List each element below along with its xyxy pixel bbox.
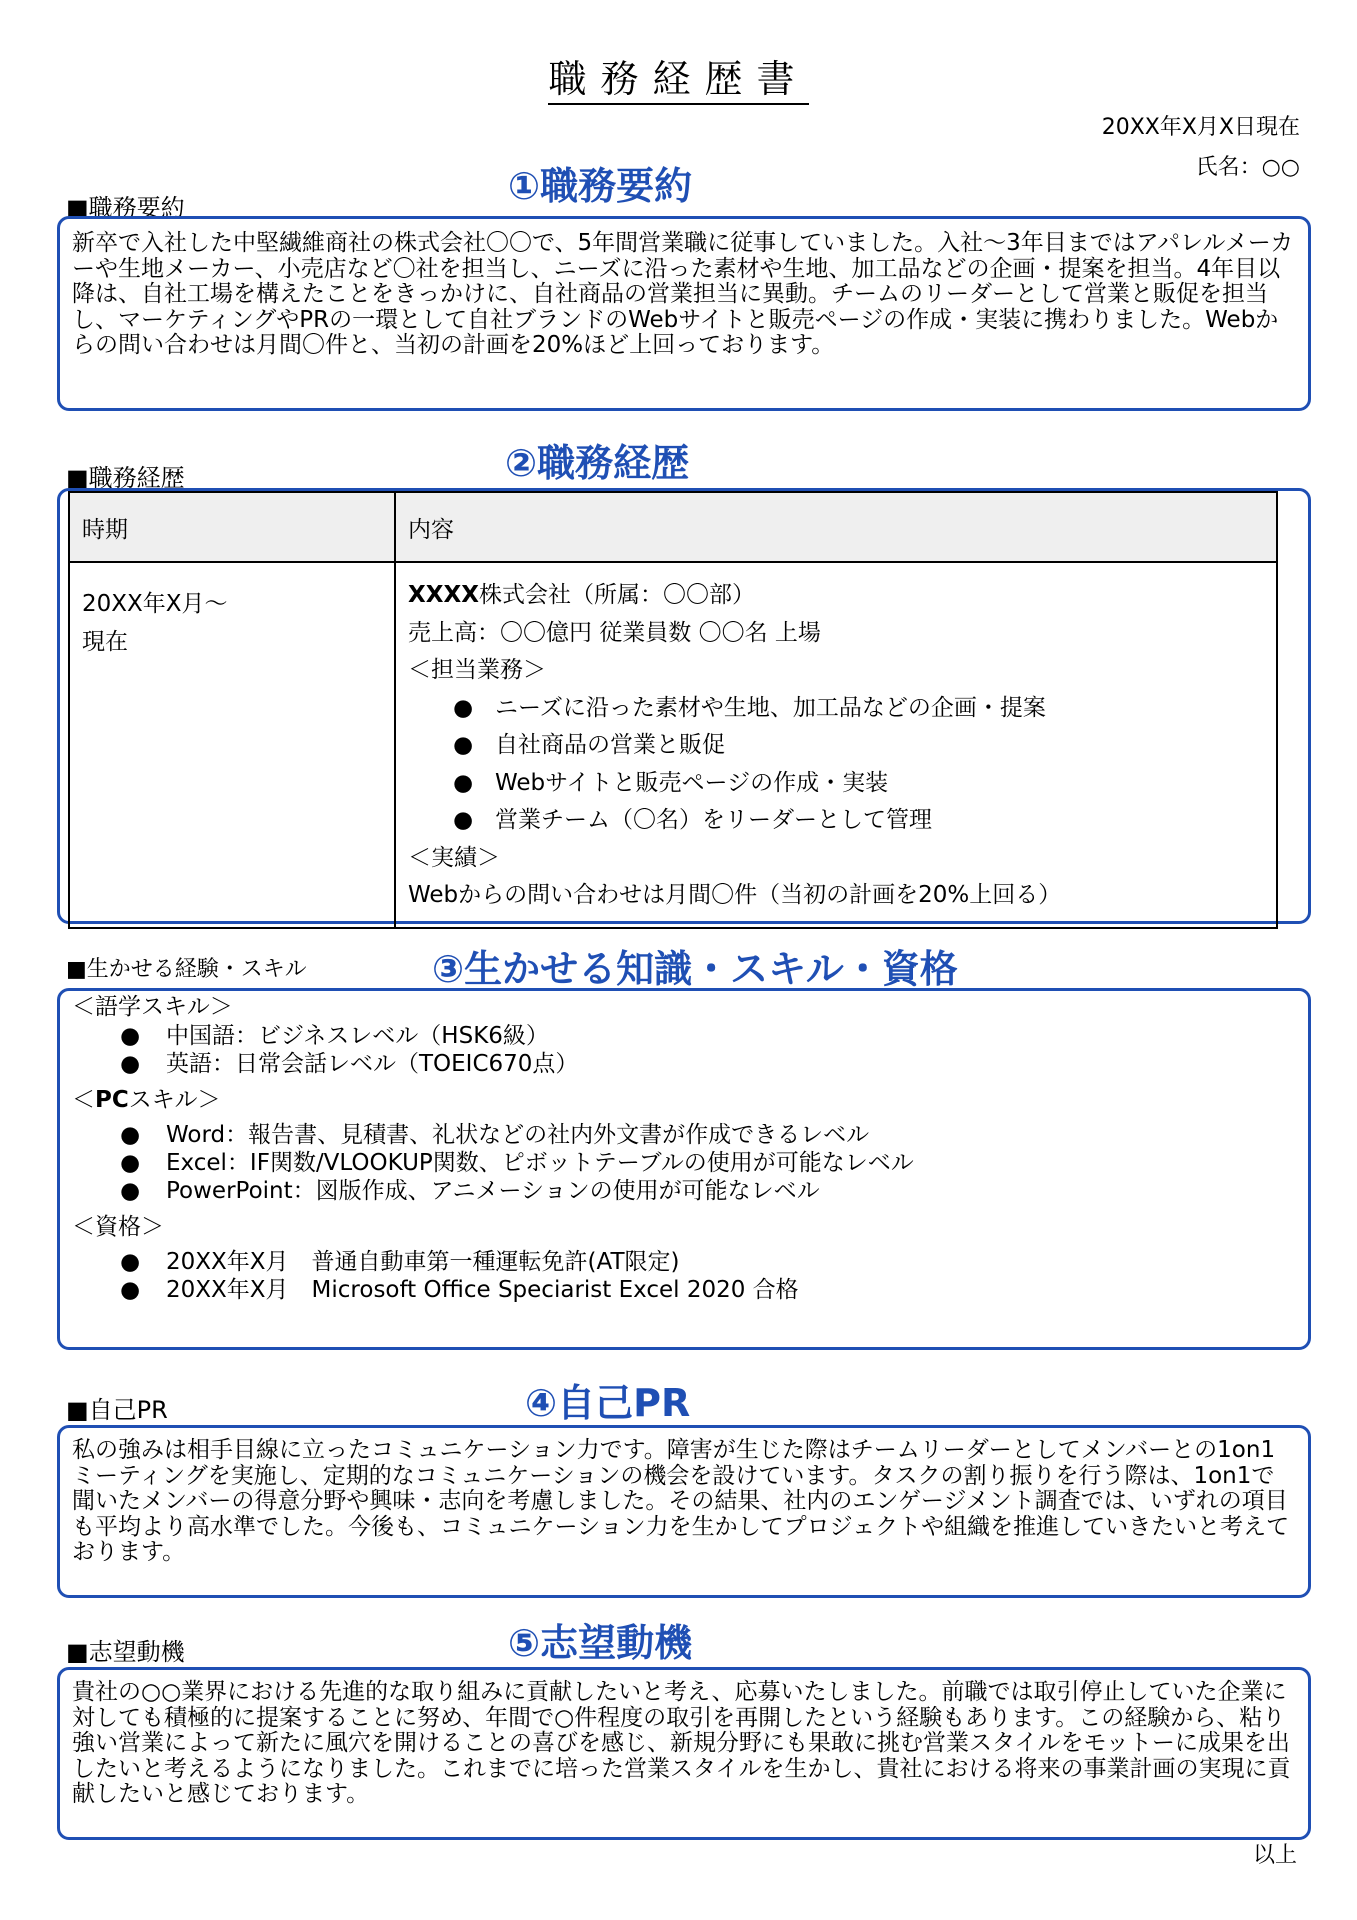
bullet-icon: ● — [453, 769, 474, 796]
company-name-rest: 株式会社（所属：〇〇部） — [478, 582, 755, 608]
bullet-icon: ● — [120, 1178, 141, 1204]
language-label: ＜語学スキル＞ — [72, 994, 233, 1020]
history-table — [68, 491, 1278, 929]
company-name-bold: XXXX — [408, 582, 479, 608]
duty-text: Webサイトと販売ページの作成・実装 — [495, 769, 889, 796]
bullet-icon: ● — [120, 1277, 141, 1303]
list-item — [408, 802, 1264, 840]
list-item — [408, 727, 1264, 765]
results-text: Webからの問い合わせは月間〇件（当初の計画を20%上回る） — [408, 882, 1062, 908]
annotation-history: ②職務経歴 — [505, 441, 690, 485]
language-text: 英語：日常会話レベル（TOEIC670点） — [166, 1051, 579, 1077]
annotation-pr: ④自己PR — [525, 1381, 691, 1425]
bullet-icon: ● — [453, 807, 474, 833]
list-item — [408, 765, 1264, 803]
company-line — [408, 577, 1264, 615]
heading-motivation: ■志望動機 — [66, 1638, 185, 1666]
pc-label-bold: PC — [95, 1087, 129, 1113]
skills-content — [60, 991, 1308, 1306]
col-content-header: 内容 — [395, 492, 1277, 562]
bullet-icon: ● — [453, 732, 474, 758]
bullet-icon: ● — [120, 1023, 141, 1049]
motivation-text: 貴社の○○業界における先進的な取り組みに貢献したいと考え、応募いたしました。前職では取引停止していた企業に対しても積極的に提案することに努め、年間で○件程度の取引を再開したという経験もあります。この経験から、粘り強い営業によって新たに風穴を開けることの喜びを感じ、新規分野にも果敢に挑む営業スタイルをモットーに成果を出したいと考えるようになりました。これまでに培った営業スタイルを生かし、貴社における将来の事業計画の実現に貢献したいと感じております。 — [72, 1679, 1291, 1807]
heading-skills: ■生かせる経験・スキル — [66, 957, 307, 982]
bullet-icon: ● — [120, 1051, 141, 1077]
list-item — [72, 1022, 1296, 1050]
cert-text: 20XX年X月 普通自動車第一種運転免許(AT限定) — [166, 1249, 680, 1275]
bullet-icon: ● — [120, 1122, 141, 1148]
period-start: 20XX年X月～ — [82, 591, 228, 617]
summary-text: 新卒で入社した中堅繊維商社の株式会社〇〇で、5年間営業職に従事していました。入社～3年目まではアパレルメーカーや生地メーカー、小売店など〇社を担当し、ニーズに沿った素材や生地、加工品などの企画・提案を担当。4年目以降は、自社工場を構えたことをきっかけに、自社商品の営業担当に異動。チームのリーダーとして営業と販促を担当し、マーケティングやPRの一環として自社ブランドのWebサイトと販売ページの作成・実装に携わりました。Webからの問い合わせは月間〇件と、当初の計画を20%ほど上回っております。 — [72, 230, 1294, 358]
list-item — [72, 1276, 1296, 1304]
duty-text: ニーズに沿った素材や生地、加工品などの企画・提案 — [495, 694, 1046, 721]
annotation-motivation: ⑤志望動機 — [508, 1621, 693, 1665]
duties-label: ＜担当業務＞ — [408, 657, 546, 683]
pc-skill-text: Word：報告書、見積書、礼状などの社内外文書が作成できるレベル — [166, 1122, 870, 1148]
pr-box — [57, 1425, 1311, 1598]
list-item — [72, 1149, 1296, 1177]
list-item — [72, 1050, 1296, 1078]
cert-text: 20XX年X月 Microsoft Office Speciarist Excel 2020 合格 — [166, 1277, 799, 1303]
period-cell — [69, 562, 395, 928]
list-item — [72, 1248, 1296, 1276]
language-text: 中国語：ビジネスレベル（HSK6級） — [166, 1023, 549, 1049]
duty-text: 営業チーム（〇名）をリーダーとして管理 — [495, 807, 932, 833]
list-item — [408, 690, 1264, 728]
bullet-icon: ● — [453, 694, 474, 721]
col-period-header: 時期 — [69, 492, 395, 562]
history-row — [69, 562, 1277, 928]
closing-mark: 以上 — [1252, 1843, 1297, 1868]
motivation-box — [57, 1667, 1311, 1840]
heading-summary: ■職務要約 — [66, 194, 185, 222]
heading-history: ■職務経歴 — [66, 464, 185, 492]
annotation-skills: ③生かせる知識・スキル・資格 — [432, 947, 958, 991]
content-cell — [395, 562, 1277, 928]
duty-text: 自社商品の営業と販促 — [495, 732, 725, 758]
summary-box — [57, 216, 1311, 411]
period-end: 現在 — [82, 629, 128, 655]
heading-pr: ■自己PR — [66, 1396, 168, 1424]
list-item — [72, 1121, 1296, 1149]
pc-skill-text: PowerPoint：図版作成、アニメーションの使用が可能なレベル — [166, 1178, 820, 1204]
document-title: 職務経歴書 — [0, 48, 1357, 103]
results-label: ＜実績＞ — [408, 844, 500, 871]
cert-label: ＜資格＞ — [72, 1214, 164, 1240]
pc-label-rest: スキル＞ — [128, 1087, 221, 1113]
pc-skill-text: Excel：IF関数/VLOOKUP関数、ピボットテーブルの使用が可能なレベル — [166, 1150, 914, 1176]
skills-box — [57, 988, 1311, 1350]
list-item — [72, 1177, 1296, 1205]
pc-label-open: ＜ — [72, 1087, 95, 1113]
bullet-icon: ● — [120, 1150, 141, 1176]
company-stats: 売上高：〇〇億円 従業員数 〇〇名 上場 — [408, 619, 821, 646]
pr-text: 私の強みは相手目線に立ったコミュニケーション力です。障害が生じた際はチームリーダーとしてメンバーとの1on1ミーティングを実施し、定期的なコミュニケーションの機会を設けています。タスクの割り振りを行う際は、1on1で聞いたメンバーの得意分野や興味・志向を考慮しました。その結果、社内のエンゲージメント調査では、いずれの項目も平均より高水準でした。今後も、コミュニケーション力を生かしてプロジェクトや組織を推進していきたいと考えております。 — [72, 1437, 1290, 1565]
bullet-icon: ● — [120, 1249, 141, 1275]
annotation-summary: ①職務要約 — [508, 164, 693, 208]
history-table-header — [69, 492, 1277, 562]
date-line: 20XX年X月X日現在 — [1101, 115, 1300, 140]
pc-label — [72, 1086, 1296, 1115]
name-line: 氏名：○○ — [1195, 155, 1300, 180]
